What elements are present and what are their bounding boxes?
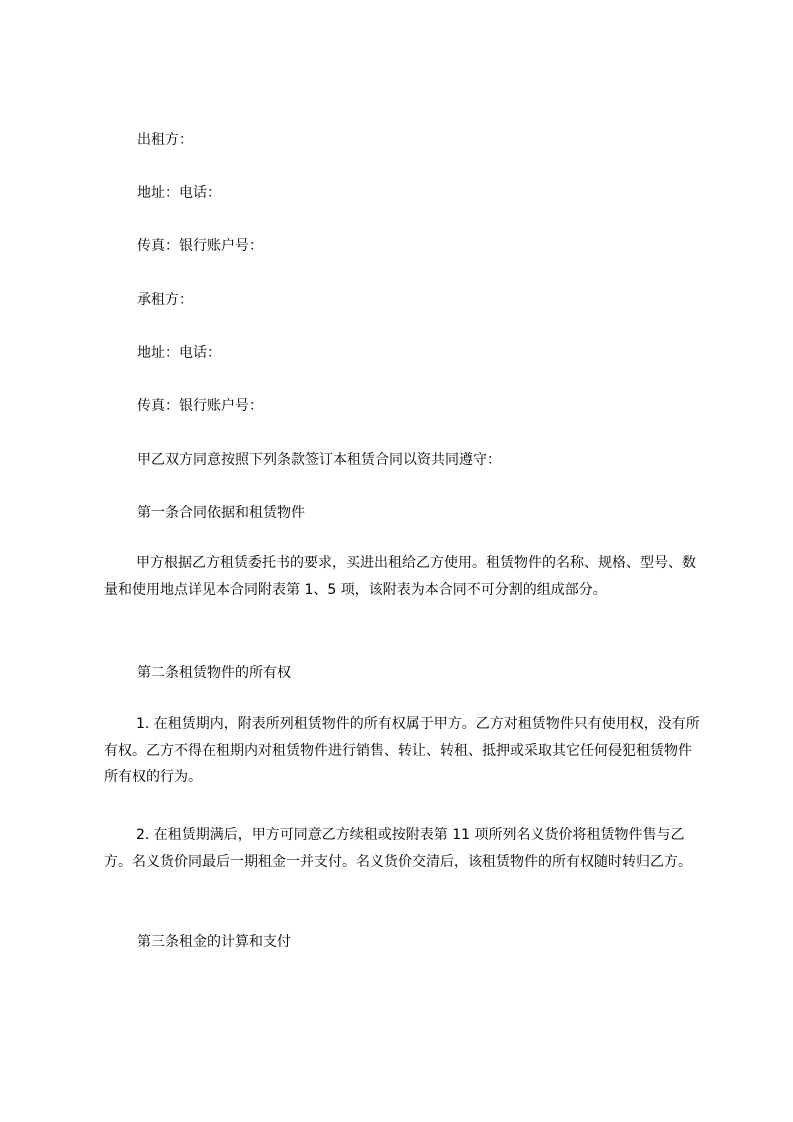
lessor-address-phone: 地址：电话：	[137, 185, 221, 201]
article-3-heading: 第三条租金的计算和支付	[137, 934, 291, 950]
article-1-heading: 第一条合同依据和租赁物件	[137, 505, 305, 521]
lessor-fax-bank-account: 传真：银行账户号：	[137, 238, 263, 254]
lessor-label: 出租方：	[137, 132, 193, 148]
article-1-paragraph: 甲方根据乙方租赁委托书的要求，买进出租给乙方使用。租赁物件的名称、规格、型号、数量和使用地点详见本合同附表第 1、5 项，该附表为本合同不可分割的组成部分。	[104, 555, 696, 598]
lessee-label: 承租方：	[137, 292, 193, 308]
lessee-fax-bank-account: 传真：银行账户号：	[137, 398, 263, 414]
article-2-heading: 第二条租赁物件的所有权	[137, 665, 291, 681]
intro-statement: 甲乙双方同意按照下列条款签订本租赁合同以资共同遵守：	[137, 452, 501, 468]
lessee-address-phone: 地址：电话：	[137, 345, 221, 361]
article-2-item-1: 1. 在租赁期内，附表所列租赁物件的所有权属于甲方。乙方对租赁物件只有使用权，没有所有权。乙方不得在租期内对租赁物件进行销售、转让、转租、抵押或采取其它任何侵犯租赁物件所有权的行为。	[104, 716, 700, 785]
article-2-item-2: 2. 在租赁期满后，甲方可同意乙方续租或按附表第 11 项所列名义货价将租赁物件售与乙方。名义货价同最后一期租金一并支付。名义货价交清后，该租赁物件的所有权随时转归乙方。	[104, 827, 692, 870]
